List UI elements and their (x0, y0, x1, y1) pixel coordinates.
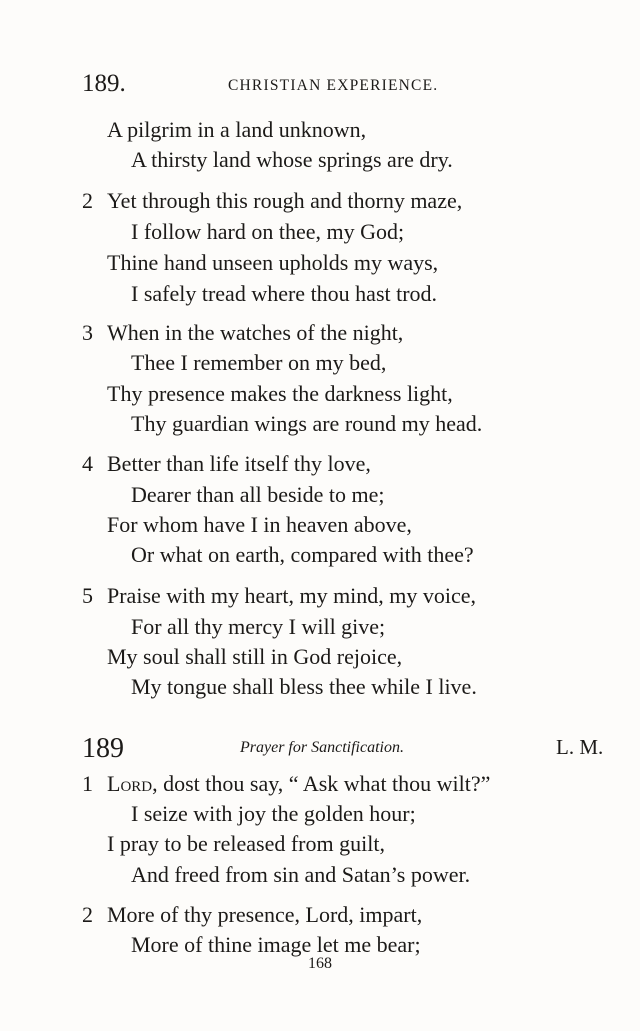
verse-line: I seize with joy the golden hour; (131, 801, 416, 826)
verse-line: Dearer than all beside to me; (131, 482, 385, 507)
verse-number: 2 (82, 188, 93, 213)
verse-line: A thirsty land whose springs are dry. (131, 147, 453, 172)
verse-line: Or what on earth, compared with thee? (131, 542, 474, 567)
hymn-heading (82, 733, 622, 767)
verse-number: 1 (82, 771, 93, 796)
hymn-title: Prayer for Sanctification. (240, 739, 404, 756)
verse-line (107, 770, 490, 798)
verse-line: Praise with my heart, my mind, my voice, (107, 583, 477, 608)
verse-line: More of thine image let me bear; (131, 932, 421, 957)
verse-line: And freed from sin and Satan’s power. (131, 862, 471, 887)
verse-line: I follow hard on thee, my God; (131, 219, 405, 244)
verse-number: 5 (82, 583, 93, 608)
verse-line: Thy presence makes the darkness light, (107, 381, 453, 406)
verse-line: Thy guardian wings are round my head. (131, 411, 483, 436)
first-line-rest: dost thou say, “ Ask what thou wilt?” (157, 771, 491, 796)
verse-line: More of thy presence, Lord, impart, (107, 902, 423, 927)
verse-number: 2 (82, 902, 93, 927)
header-hymn-number: 189. (82, 70, 126, 97)
verse-line: Thine hand unseen upholds my ways, (107, 250, 439, 275)
verse-line: I pray to be released from guilt, (107, 831, 385, 856)
verse-line: When in the watches of the night, (107, 320, 404, 345)
verse-line: Thee I remember on my bed, (131, 350, 387, 375)
verse-line: My tongue shall bless thee while I live. (131, 674, 477, 699)
page-header (82, 70, 482, 104)
hymn-meter: L. M. (556, 735, 604, 759)
running-title: CHRISTIAN EXPERIENCE. (228, 77, 439, 94)
hymn-number: 189 (82, 733, 124, 764)
verse-number: 3 (82, 320, 93, 345)
verse-line: For whom have I in heaven above, (107, 512, 412, 537)
verse-number: 4 (82, 451, 93, 476)
first-word: Lord, (107, 771, 158, 796)
verse-line: My soul shall still in God rejoice, (107, 644, 403, 669)
verse-line: Better than life itself thy love, (107, 451, 371, 476)
verse-line: I safely tread where thou hast trod. (131, 281, 438, 306)
verse-line: A pilgrim in a land unknown, (107, 117, 367, 142)
page-number: 168 (308, 955, 332, 972)
verse-line: Yet through this rough and thorny maze, (107, 188, 463, 213)
verse-line: For all thy mercy I will give; (131, 614, 386, 639)
